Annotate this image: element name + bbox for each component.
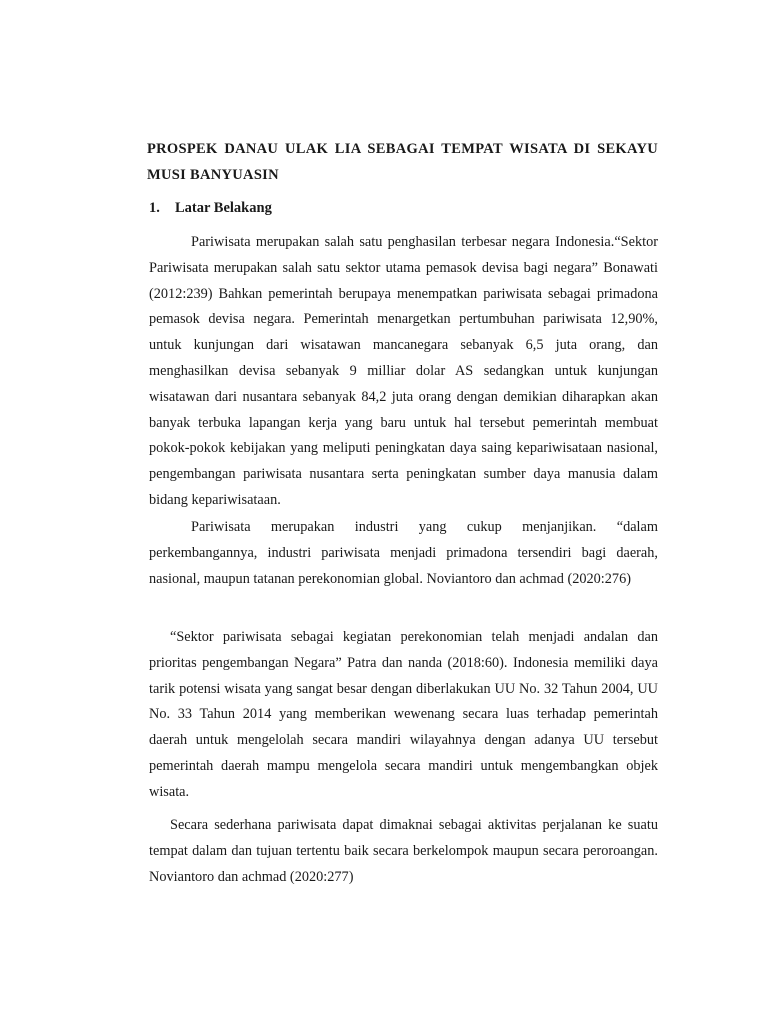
paragraph-2: Pariwisata merupakan industri yang cukup menjanjikan. “dalam perkembangannya, industri pariwisata menjadi primadona tersendiri bagi daerah, nasional, maupun tatanan perekonomian global. Noviantoro dan achmad (2020:276) <box>149 519 658 587</box>
section-heading-text: Latar Belakang <box>175 200 272 216</box>
paragraph-1: Pariwisata merupakan salah satu penghasilan terbesar negara Indonesia.“Sektor Pariwisata merupakan salah satu sektor utama pemasok devisa bagi negara” Bonawati (2012:239) Bahkan pemerintah berupaya menempatkan pariwisata sebagai primadona pemasok devisa negara. Pemerintah menargetkan pertumbuhan pariwisata 12,90%, untuk kunjungan dari wisatawan mancanegara sebanyak 6,5 juta orang, dan menghasilkan devisa sebanyak 9 milliar dolar AS sedangkan untuk kunjungan wisatawan dari nusantara sebanyak 84,2 juta orang dengan demikian diharapkan akan banyak terbuka lapangan kerja yang baru untuk hal tersebut pemerintah membuat pokok-pokok kebijakan yang meliputi peningkatan daya saing kepariwisataan nasional, pengembangan pariwisata nusantara serta peningkatan sumber daya manusia dalam bidang kepariwisataan. <box>149 234 658 508</box>
document-title: PROSPEK DANAU ULAK LIA SEBAGAI TEMPAT WISATA DI SEKAYU MUSI BANYUASIN <box>147 141 658 183</box>
section-heading <box>149 197 272 219</box>
section-number: 1. <box>149 200 160 216</box>
paragraph-3: “Sektor pariwisata sebagai kegiatan perekonomian telah menjadi andalan dan prioritas pengembangan Negara” Patra dan nanda (2018:60). Indonesia memiliki daya tarik potensi wisata yang sangat besar dengan diberlakukan UU No. 32 Tahun 2004, UU No. 33 Tahun 2014 yang memberikan wewenang secara luas terhadap pemerintah daerah untuk mengelolah secara mandiri wilayahnya dengan adanya UU tersebut pemerintah daerah mampu mengelola secara mandiri untuk mengembangkan objek wisata. <box>149 629 658 800</box>
paragraph-4: Secara sederhana pariwisata dapat dimaknai sebagai aktivitas perjalanan ke suatu tempat dalam dan tujuan tertentu baik secara berkelompok maupun secara peroroangan. Noviantoro dan achmad (2020:277) <box>149 817 658 885</box>
